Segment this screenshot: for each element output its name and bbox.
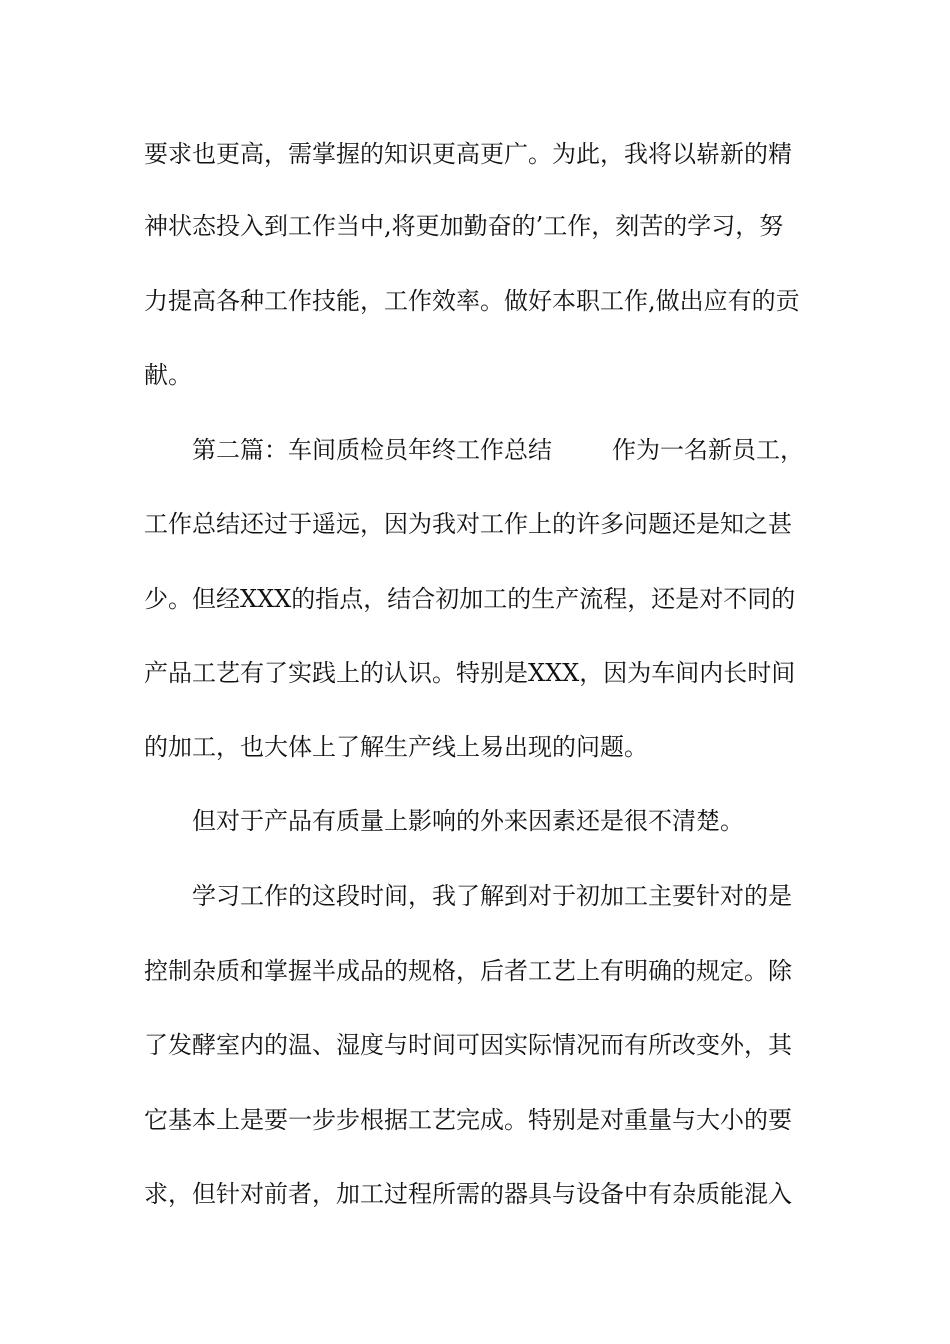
paragraph-line: 它基本上是要一步步根据工艺完成。特别是对重量与大小的要 [144, 1106, 792, 1134]
paragraph-line: 少。但经XXX的指点，结合初加工的生产流程，还是对不同的 [144, 585, 796, 613]
paragraph-line: 了发酵室内的温、湿度与时间可因实际情况而有所改变外，其 [144, 1031, 792, 1059]
section-heading: 第二篇：车间质检员年终工作总结 [192, 436, 552, 464]
paragraph-line: 的加工，也大体上了解生产线上易出现的问题。 [144, 733, 648, 761]
paragraph-line: 献。 [144, 361, 192, 389]
paragraph-line: 求，但针对前者，加工过程所需的器具与设备中有杂质能混入 [144, 1180, 792, 1208]
paragraph-line: 学习工作的这段时间，我了解到对于初加工主要针对的是 [192, 882, 792, 910]
paragraph-line: 工作总结还过于遥远，因为我对工作上的许多问题还是知之甚 [144, 510, 792, 538]
paragraph-text: 作为一名新员工， [612, 436, 804, 464]
paragraph-line: 但对于产品有质量上影响的外来因素还是很不清楚。 [192, 807, 744, 835]
section-heading-line [192, 432, 857, 468]
paragraph-line: 产品工艺有了实践上的认识。特别是XXX，因为车间内长时间 [144, 659, 796, 687]
paragraph-line: 力提高各种工作技能，工作效率。做好本职工作,做出应有的贡 [144, 287, 800, 315]
paragraph-line: 神状态投入到工作当中,将更加勤奋的’工作，刻苦的学习，努 [144, 212, 784, 240]
paragraph-line: 控制杂质和掌握半成品的规格，后者工艺上有明确的规定。除 [144, 957, 792, 985]
paragraph-line: 要求也更高，需掌握的知识更高更广。为此，我将以崭新的精 [144, 140, 792, 168]
